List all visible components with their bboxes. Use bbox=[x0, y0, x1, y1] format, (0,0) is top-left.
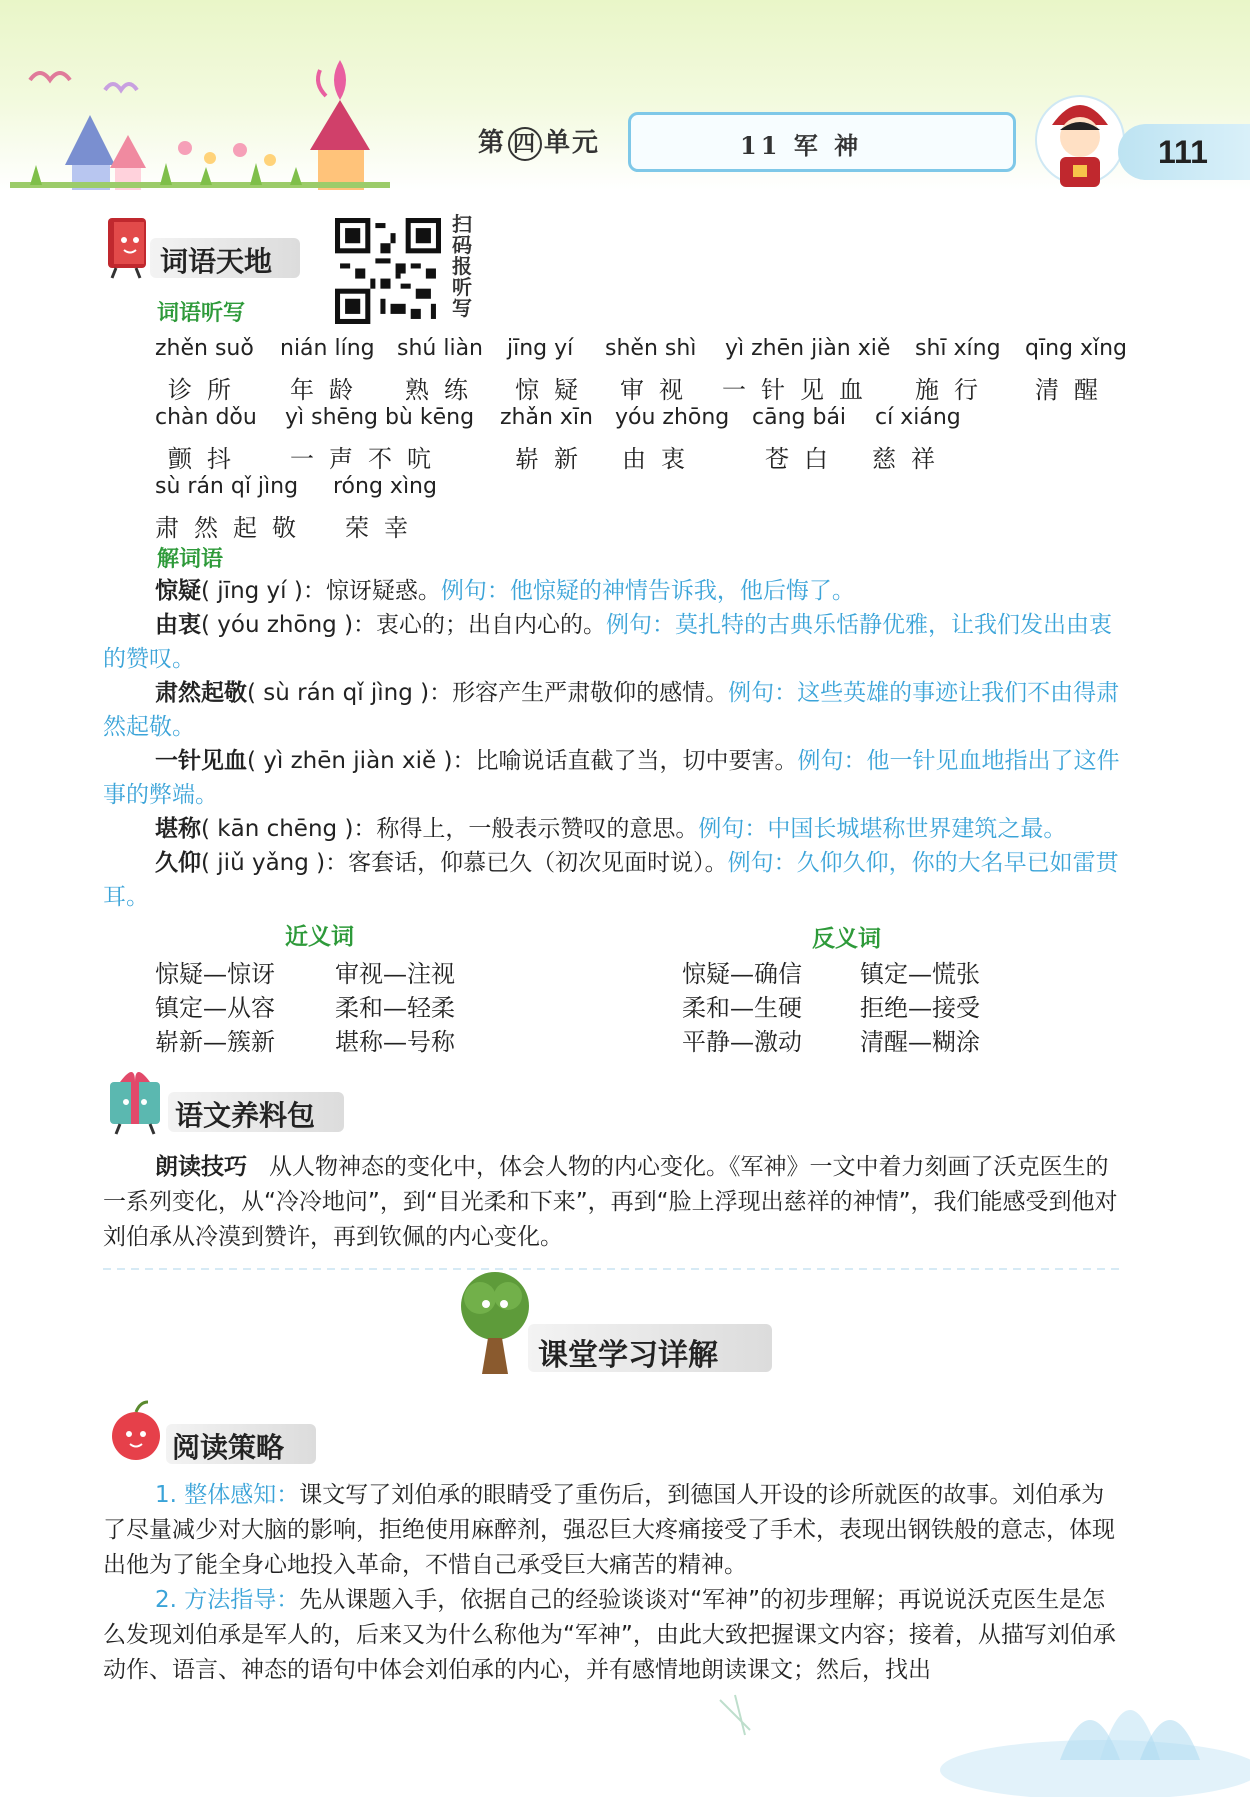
word-pinyin: jīng yí bbox=[507, 336, 574, 361]
qr-code-icon[interactable] bbox=[335, 218, 441, 324]
definition-item bbox=[103, 744, 1125, 812]
house-garden-decoration-icon bbox=[10, 40, 390, 190]
section-title-literacy: 语文养料包 bbox=[175, 1099, 316, 1132]
word-pinyin: qīng xǐng bbox=[1025, 336, 1128, 361]
definition-example: 例句：他惊疑的神情告诉我，他后悔了。 bbox=[440, 578, 855, 604]
unit-title bbox=[478, 122, 600, 161]
definition-item bbox=[103, 574, 1125, 608]
word-pinyin: sù rán qǐ jìng bbox=[155, 474, 299, 499]
unit-label-post: 单元 bbox=[544, 128, 601, 158]
section-title-classroom: 课堂学习详解 bbox=[538, 1338, 718, 1373]
word-pinyin: shī xíng bbox=[915, 336, 1001, 361]
word-pinyin: zhěn suǒ bbox=[155, 336, 254, 361]
antonym-pair: 柔和—生硬 bbox=[682, 994, 802, 1022]
reading-strategy-item bbox=[103, 1478, 1125, 1583]
word-hanzi: 惊疑 bbox=[515, 376, 593, 404]
explain-heading: 解词语 bbox=[157, 547, 224, 572]
dictation-heading: 词语听写 bbox=[157, 301, 246, 326]
definition-item bbox=[103, 812, 1125, 846]
definition-example: 例句：这些英雄的事迹让我们不由得肃然起敬。 bbox=[103, 680, 1120, 740]
antonym-pair: 平静—激动 bbox=[682, 1028, 802, 1056]
word-hanzi: 一声不吭 bbox=[290, 445, 446, 473]
apple-character-icon bbox=[102, 1398, 168, 1464]
antonym-pair: 拒绝—接受 bbox=[860, 994, 980, 1022]
page-number: 111 bbox=[1158, 134, 1208, 170]
word-hanzi: 苍白 bbox=[765, 445, 843, 473]
lesson-title: 11 军 神 bbox=[740, 131, 863, 160]
definition-example: 例句：莫扎特的古典乐恬静优雅，让我们发出由衷的赞叹。 bbox=[103, 612, 1113, 672]
mascot-character-icon bbox=[1030, 85, 1130, 195]
word-hanzi: 崭新 bbox=[515, 445, 593, 473]
reading-tip-term: 朗读技巧 bbox=[155, 1154, 247, 1180]
definition-pinyin: ( jīng yí )： bbox=[201, 578, 326, 604]
definition-term: 久仰 bbox=[155, 850, 201, 876]
definition-meaning: 形容产生严肃敬仰的感情。 bbox=[452, 680, 729, 706]
antonym-pair: 镇定—慌张 bbox=[860, 960, 980, 988]
word-hanzi: 荣幸 bbox=[345, 514, 423, 542]
word-hanzi: 颤抖 bbox=[168, 445, 246, 473]
definition-term: 一针见血 bbox=[155, 748, 247, 774]
definition-term: 由衷 bbox=[155, 612, 201, 638]
word-pinyin: yì shēng bù kēng bbox=[285, 405, 475, 430]
unit-label-pre: 第 bbox=[478, 128, 507, 158]
synonym-pair: 镇定—从容 bbox=[155, 994, 275, 1022]
page-header bbox=[0, 0, 1250, 190]
section-title-words: 词语天地 bbox=[160, 245, 273, 278]
definition-pinyin: ( yóu zhōng )： bbox=[201, 612, 377, 638]
antonyms-heading: 反义词 bbox=[812, 926, 881, 952]
word-pinyin: chàn dǒu bbox=[155, 405, 257, 430]
strategy-lead: 2. 方法指导： bbox=[155, 1587, 300, 1613]
word-pinyin: shěn shì bbox=[605, 336, 697, 361]
word-hanzi: 肃然起敬 bbox=[155, 514, 311, 542]
word-hanzi: 年龄 bbox=[290, 376, 368, 404]
word-pinyin: róng xìng bbox=[333, 474, 437, 499]
synonyms-heading: 近义词 bbox=[285, 924, 354, 950]
word-hanzi: 清醒 bbox=[1035, 376, 1113, 404]
definition-pinyin: ( jiǔ yǎng )： bbox=[201, 850, 349, 876]
definition-pinyin: ( yì zhēn jiàn xiě )： bbox=[247, 748, 476, 774]
definition-term: 惊疑 bbox=[155, 578, 201, 604]
qr-label: 扫码报听写 bbox=[452, 212, 472, 320]
word-hanzi: 一针见血 bbox=[722, 376, 878, 404]
reading-tip-paragraph bbox=[103, 1150, 1125, 1255]
section-title-reading: 阅读策略 bbox=[172, 1431, 285, 1464]
antonym-pair: 清醒—糊涂 bbox=[860, 1028, 980, 1056]
strategy-lead: 1. 整体感知： bbox=[155, 1482, 300, 1508]
definition-item bbox=[103, 676, 1125, 744]
word-pinyin: zhǎn xīn bbox=[500, 405, 593, 430]
definition-meaning: 比喻说话直截了当，切中要害。 bbox=[475, 748, 798, 774]
word-hanzi: 慈祥 bbox=[872, 445, 950, 473]
antonym-pair: 惊疑—确信 bbox=[682, 960, 802, 988]
definition-item bbox=[103, 846, 1125, 914]
section-divider bbox=[103, 1268, 1125, 1270]
word-pinyin: cí xiáng bbox=[875, 405, 961, 430]
word-pinyin: nián líng bbox=[280, 336, 375, 361]
definition-meaning: 衷心的；出自内心的。 bbox=[376, 612, 607, 638]
definition-pinyin: ( sù rán qǐ jìng )： bbox=[247, 680, 453, 706]
word-pinyin: yóu zhōng bbox=[615, 405, 730, 430]
definition-term: 肃然起敬 bbox=[155, 680, 247, 706]
synonym-pair: 惊疑—惊讶 bbox=[155, 960, 275, 988]
synonym-pair: 崭新—簇新 bbox=[155, 1028, 275, 1056]
tree-character-icon bbox=[450, 1268, 540, 1378]
word-hanzi: 施行 bbox=[915, 376, 993, 404]
definition-meaning: 客套话，仰慕已久（初次见面时说）。 bbox=[348, 850, 728, 876]
definition-meaning: 称得上，一般表示赞叹的意思。 bbox=[376, 816, 699, 842]
strategy-text: 课文写了刘伯承的眼睛受了重伤后，到德国人开设的诊所就医的故事。刘伯承为了尽量减少对大脑的影响，拒绝使用麻醉剂，强忍巨大疼痛接受了手术，表现出钢铁般的意志，体现出他为了能全身心地投入革命，不惜自己承受巨大痛苦的精神。 bbox=[103, 1482, 1115, 1578]
synonym-pair: 柔和—轻柔 bbox=[335, 994, 455, 1022]
strategy-text: 先从课题入手，依据自己的经验谈谈对“军神”的初步理解；再说说沃克医生是怎么发现刘伯承是军人的，后来又为什么称他为“军神”，由此大致把握课文内容；接着，从描写刘伯承动作、语言、神态的语句中体会刘伯承的内心，并有感情地朗读课文；然后，找出 bbox=[103, 1587, 1116, 1683]
word-hanzi: 诊所 bbox=[168, 376, 246, 404]
definition-example: 例句：中国长城堪称世界建筑之最。 bbox=[698, 816, 1067, 842]
reading-tip-text: 从人物神态的变化中，体会人物的内心变化。《军神》一文中着力刻画了沃克医生的一系列变化，从“冷冷地问”，到“目光柔和下来”，再到“脸上浮现出慈祥的神情”，我们能感受到他对刘伯承从冷漠到赞许，再到钦佩的内心变化。 bbox=[103, 1154, 1118, 1250]
word-pinyin: cāng bái bbox=[752, 405, 847, 430]
definition-example: 例句：他一针见血地指出了这件事的弊端。 bbox=[103, 748, 1120, 808]
word-hanzi: 由衷 bbox=[622, 445, 700, 473]
synonym-pair: 审视—注视 bbox=[335, 960, 455, 988]
gift-box-character-icon bbox=[100, 1064, 178, 1136]
definition-example: 例句：久仰久仰，你的大名早已如雷贯耳。 bbox=[103, 850, 1119, 910]
definition-pinyin: ( kān chēng )： bbox=[201, 816, 377, 842]
word-pinyin: yì zhēn jiàn xiě bbox=[725, 336, 891, 361]
synonym-pair: 堪称—号称 bbox=[335, 1028, 455, 1056]
word-hanzi: 审视 bbox=[620, 376, 698, 404]
word-hanzi: 熟练 bbox=[405, 376, 483, 404]
lotus-decoration-icon bbox=[680, 1570, 1250, 1797]
definition-meaning: 惊讶疑惑。 bbox=[325, 578, 441, 604]
definition-term: 堪称 bbox=[155, 816, 201, 842]
definition-item bbox=[103, 608, 1125, 676]
unit-number: 四 bbox=[508, 127, 542, 161]
word-pinyin: shú liàn bbox=[397, 336, 483, 361]
